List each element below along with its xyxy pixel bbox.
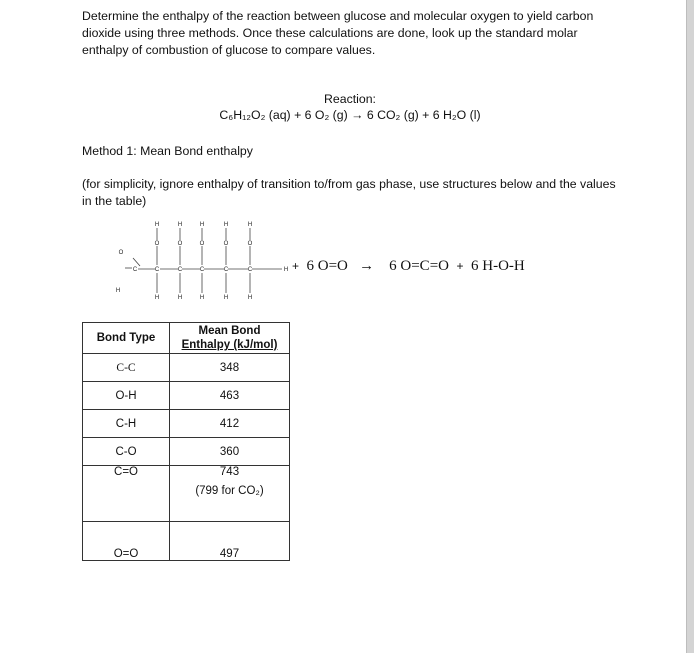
bond-type-cell: O-H	[83, 382, 170, 410]
table-header-row	[83, 323, 290, 354]
page-edge	[687, 0, 694, 653]
bond-type-cell: C-H	[83, 410, 170, 438]
table-row	[83, 382, 290, 410]
atom-label: O	[199, 241, 205, 247]
enthalpy-cell: 463	[170, 382, 290, 410]
table-row	[83, 438, 290, 466]
enthalpy-value: 743	[219, 466, 240, 478]
oxygen-reactant: 6 O=O	[306, 258, 348, 274]
atom-label: C	[247, 267, 253, 273]
bond-type-header: Bond Type	[83, 323, 170, 354]
bond-type-cell: O=O	[83, 522, 170, 561]
reaction-arrow: →	[359, 258, 375, 274]
reaction-equation: C₆H₁₂O₂ (aq) + 6 O₂ (g) → 6 CO₂ (g) + 6 H₂O (l)	[219, 108, 481, 122]
table-row	[83, 522, 290, 561]
atom-label: C	[177, 267, 183, 273]
bond-line	[133, 258, 140, 266]
method1-heading: Method 1: Mean Bond enthalpy	[82, 144, 253, 158]
plus-sign: +	[292, 259, 300, 273]
atom-label: H	[199, 295, 205, 301]
instruction-note: (for simplicity, ignore enthalpy of transition to/from gas phase, use structures below and the values in the table)	[82, 177, 616, 208]
atom-label: H	[247, 295, 253, 301]
atom-label: C	[132, 267, 138, 273]
atom-label: H	[247, 222, 253, 228]
table-row	[83, 410, 290, 438]
atom-label: O	[177, 241, 183, 247]
enthalpy-cell: 360	[170, 438, 290, 466]
plus-sign: +	[456, 259, 464, 273]
water-product: 6 H-O-H	[471, 258, 525, 274]
enthalpy-cell: 497	[170, 522, 290, 561]
atom-label: H	[154, 222, 160, 228]
enthalpy-cell	[170, 466, 290, 522]
atom-label: H	[283, 267, 289, 273]
atom-label: C	[223, 267, 229, 273]
bond-enthalpy-table	[82, 322, 290, 561]
table-row	[83, 354, 290, 382]
glucose-structure	[100, 216, 300, 306]
bond-type-cell: C=O	[83, 466, 170, 522]
mean-bond-enthalpy-header: Mean Bond Enthalpy (kJ/mol)	[170, 323, 290, 354]
atom-label: O	[247, 241, 253, 247]
enthalpy-cell: 348	[170, 354, 290, 382]
atom-label: H	[223, 222, 229, 228]
equation-remainder	[292, 258, 525, 275]
atom-label: H	[223, 295, 229, 301]
atom-label: C	[154, 267, 160, 273]
atom-label: H	[177, 222, 183, 228]
bond-type-cell: C-C	[83, 354, 170, 382]
atom-label: H	[154, 295, 160, 301]
atom-label: H	[115, 288, 121, 294]
intro-paragraph: Determine the enthalpy of the reaction between glucose and molecular oxygen to yield carbon dioxide using three methods. Once these calculations are done, look up the standard molar enthalpy of combustion of glucose to compare values.	[82, 9, 594, 57]
atom-label: O	[118, 250, 124, 256]
bond-type-cell: C-O	[83, 438, 170, 466]
co2-product: 6 O=C=O	[389, 258, 449, 274]
atom-label: C	[199, 267, 205, 273]
atom-label: H	[199, 222, 205, 228]
co2-enthalpy-note: (799 for CO₂)	[195, 485, 264, 497]
table-row	[83, 466, 290, 522]
enthalpy-cell: 412	[170, 410, 290, 438]
atom-label: H	[177, 295, 183, 301]
atom-label: O	[154, 241, 160, 247]
atom-label: O	[223, 241, 229, 247]
reaction-title: Reaction:	[324, 92, 376, 106]
